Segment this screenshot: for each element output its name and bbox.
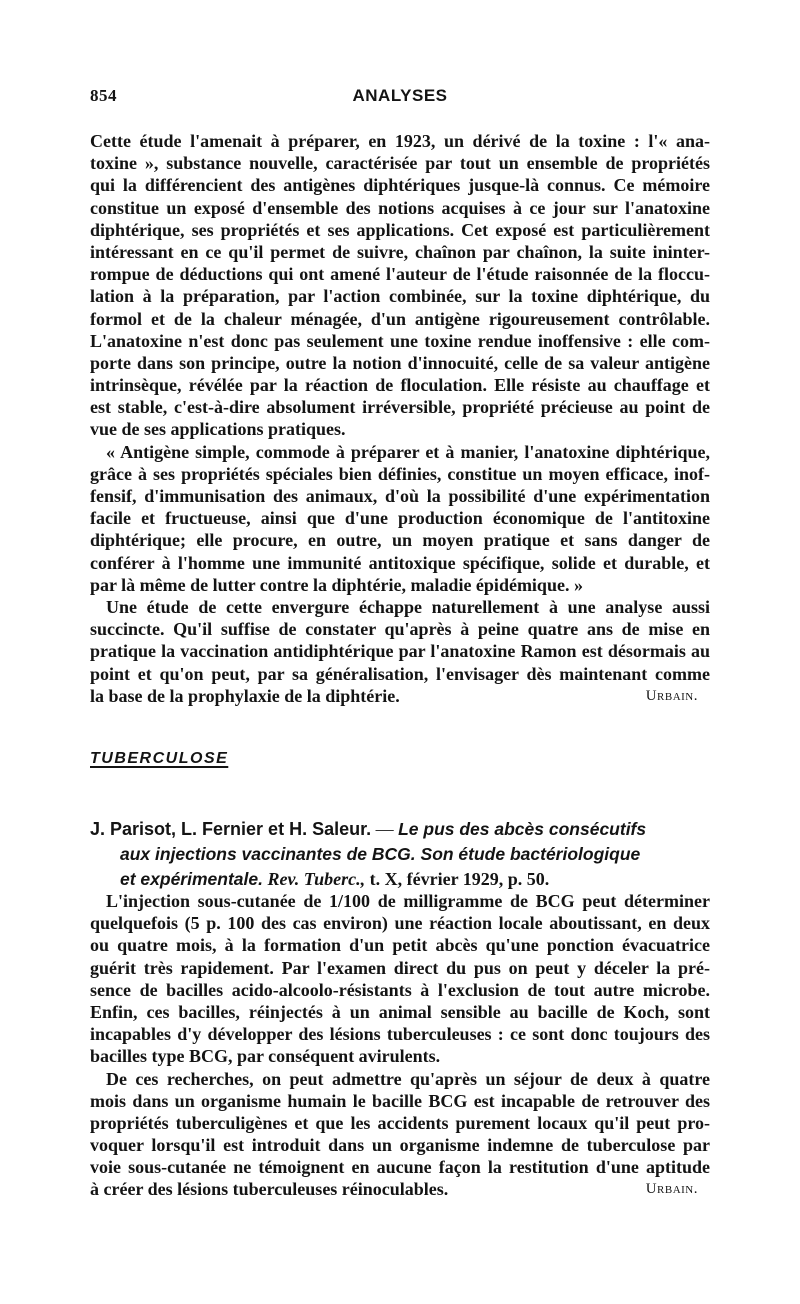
citation-title: et expérimentale.: [120, 869, 263, 889]
text-line: lation à la préparation, par l'action combinée, sur la toxine diphtérique, du: [90, 286, 710, 307]
text-line: ou quatre mois, à la formation d'un petit abcès qu'une ponction évacuatrice: [90, 935, 710, 956]
text-line: constitue un exposé d'ensemble des notions acquises à ce jour sur l'anatoxine: [90, 197, 710, 218]
text-line: De ces recherches, on peut admettre qu'après un séjour de deux à quatre: [106, 1068, 710, 1089]
text-line: intéressant en ce qu'il permet de suivre, chaînon par chaînon, la suite ininter-: [90, 241, 710, 262]
citation-line: [90, 817, 710, 842]
text-line: rompue de déductions qui ont amené l'auteur de l'étude raisonnée de la floccu-: [90, 264, 710, 285]
text-line: [90, 1178, 710, 1200]
signature: Urbain.: [645, 687, 698, 704]
text-line: guérit très rapidement. Par l'examen direct du pus on peut y déceler la pré-: [90, 957, 710, 978]
text-line: Cette étude l'amenait à préparer, en 1923, un dérivé de la toxine : l'« ana-: [90, 131, 710, 151]
text-line: Une étude de cette envergure échappe naturellement à une analyse aussi: [106, 596, 710, 617]
text-line: intrinsèque, révélée par la réaction de floculation. Elle résiste au chauffage et: [90, 375, 710, 396]
text-line: conférer à l'homme une immunité antitoxique spécifique, solide et durable, et: [90, 552, 710, 573]
text-line: [90, 685, 710, 707]
text-line: L'injection sous-cutanée de 1/100 de milligramme de BCG peut déterminer: [106, 891, 710, 911]
citation-authors: J. Parisot, L. Fernier et H. Saleur.: [90, 819, 372, 839]
text-line: voie sous-cutanée ne témoignent en aucune façon la restitution d'une aptitude: [90, 1157, 710, 1178]
signature: Urbain.: [645, 1181, 698, 1198]
text-line: bacilles type BCG, par conséquent avirulents.: [90, 1046, 441, 1067]
text-line: porte dans son principe, outre la notion d'innocuité, celle de sa valeur antigène: [90, 352, 710, 373]
page-number: 854: [90, 86, 117, 105]
text-line: sence de bacilles acido-alcoolo-résistants à l'exclusion de tout autre microbe.: [90, 979, 710, 1000]
second-review: [90, 890, 710, 1201]
running-head: [90, 86, 710, 112]
text-line: grâce à ses propriétés spéciales bien définies, constitue un moyen efficace, inof-: [90, 463, 710, 484]
header-title: ANALYSES: [352, 86, 448, 105]
text-line-content: la base de la prophylaxie de la diphtérie.: [90, 685, 400, 706]
text-line: toxine », substance nouvelle, caractérisée par tout un ensemble de propriétés: [90, 153, 710, 174]
text-line: fensif, d'immunisation des animaux, d'où la possibilité d'une expérimentation: [90, 486, 710, 506]
first-review: [90, 130, 710, 707]
citation-line: [90, 867, 710, 892]
text-line: voquer lorsqu'il est introduit dans un organisme indemne de tuberculose par: [90, 1135, 710, 1156]
text-line-content: à créer des lésions tuberculeuses réinoculables.: [90, 1179, 449, 1200]
text-line: succincte. Qu'il suffise de constater qu'après à peine quatre ans de mise en: [90, 619, 710, 640]
text-line: L'anatoxine n'est donc pas seulement une toxine rendue inoffensive : elle com-: [90, 330, 710, 351]
citation-details: t. X, février 1929, p. 50.: [369, 869, 550, 889]
text-line: facile et fructueuse, ainsi que d'une production économique de l'antitoxine: [90, 508, 710, 529]
text-line: incapables d'y développer des lésions tuberculeuses : ce sont donc toujours des: [90, 1024, 710, 1045]
section-heading: TUBERCULOSE: [90, 750, 229, 767]
citation-journal: Rev. Tuberc.,: [267, 869, 366, 889]
text-line: diphtérique, ses propriétés et ses applications. Cet exposé est particulièrement: [90, 219, 710, 240]
text-line: est stable, c'est-à-dire absolument irréversible, propriété précieuse au point de: [90, 397, 710, 418]
text-line: point et qu'on peut, par sa généralisation, l'envisager dès maintenant comme: [90, 663, 710, 684]
text-line: par là même de lutter contre la diphtérie, maladie épidémique. »: [90, 574, 583, 595]
text-line: « Antigène simple, commode à préparer et à manier, l'anatoxine diphtérique,: [106, 441, 710, 462]
citation-title: aux injections vaccinantes de BCG. Son étude bactériologique: [120, 844, 641, 864]
citation-line: [90, 842, 710, 867]
text-line: qui la différencient des antigènes diphtériques jusque-là connus. Ce mémoire: [90, 175, 710, 196]
text-line: vue de ses applications pratiques.: [90, 419, 346, 440]
citation-title: Le pus des abcès consécutifs: [398, 819, 647, 839]
citation: [90, 817, 710, 892]
text-line: Enfin, ces bacilles, réinjectés à un animal sensible au bacille de Koch, sont: [90, 1001, 710, 1022]
text-line: quelquefois (5 p. 100 des cas environ) une réaction locale aboutissant, en deux: [90, 913, 710, 934]
citation-dash: —: [375, 819, 394, 839]
text-line: diphtérique; elle procure, en outre, un moyen pratique et sans danger de: [90, 530, 710, 551]
text-line: propriétés tuberculigènes et que les accidents purement locaux qu'il peut pro-: [90, 1112, 710, 1133]
text-line: formol et de la chaleur ménagée, d'un antigène rigoureusement contrôlable.: [90, 308, 710, 329]
text-line: mois dans un organisme humain le bacille BCG est incapable de retrouver des: [90, 1090, 710, 1111]
text-line: pratique la vaccination antidiphtérique par l'anatoxine Ramon est désormais au: [90, 641, 710, 662]
